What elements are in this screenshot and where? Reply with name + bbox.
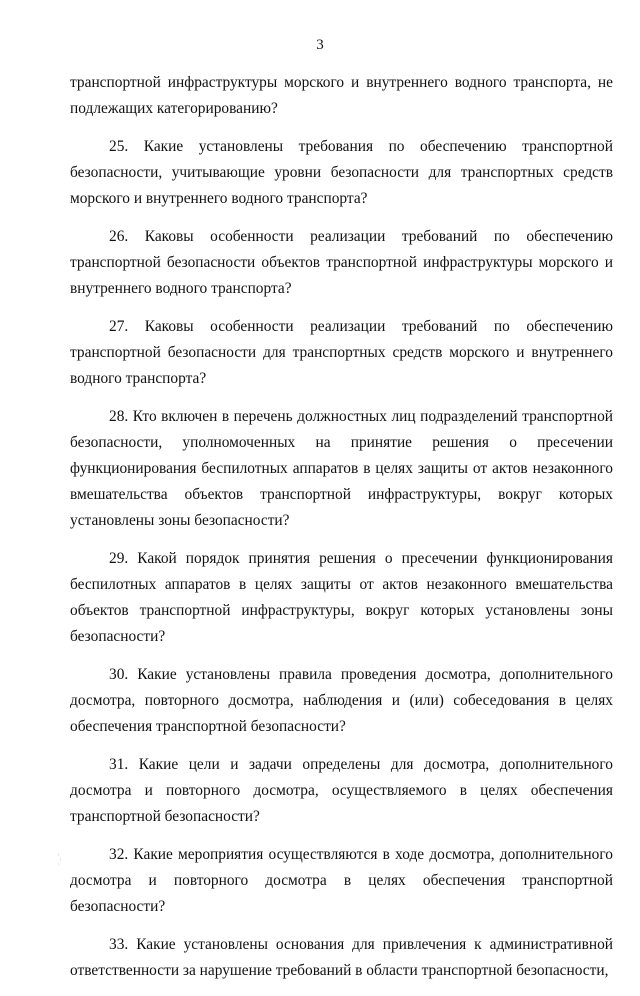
question-32: 32. Какие мероприятия осуществляются в ходе досмотра, дополнительного досмотра и повторного досмотра в целях обеспечения транспортной безопасности? [70,846,613,915]
question-30: 30. Какие установлены правила проведения досмотра, дополнительного досмотра, повторного досмотра, наблюдения и (или) собеседования в целях обеспечения транспортной безопасности? [70,666,613,735]
paragraph-continuation: транспортной инфраструктуры морского и внутреннего водного транспорта, не подлежащих категорированию? [70,74,613,117]
page-number: 3 [316,37,324,53]
question-26: 26. Каковы особенности реализации требований по обеспечению транспортной безопасности объектов транспортной инфраструктуры морского и внутреннего водного транспорта? [70,228,613,297]
scan-speck-decoration [56,852,64,866]
question-28: 28. Кто включен в перечень должностных лиц подразделений транспортной безопасности, уполномоченных на принятие решения о пресечении функционирования беспилотных аппаратов в целях защиты от актов незаконного вмешательства объектов транспортной инфраструктуры, вокруг которых установлены зоны безопасности? [70,408,613,529]
question-31: 31. Какие цели и задачи определены для досмотра, дополнительного досмотра и повторного досмотра, осуществляемого в целях обеспечения транспортной безопасности? [70,756,613,825]
question-33: 33. Какие установлены основания для привлечения к административной ответственности за нарушение требований в области транспортной безопасности, [70,936,613,979]
question-27: 27. Каковы особенности реализации требований по обеспечению транспортной безопасности для транспортных средств морского и внутреннего водного транспорта? [70,318,613,387]
question-25: 25. Какие установлены требования по обеспечению транспортной безопасности, учитывающие уровни безопасности для транспортных средств морского и внутреннего водного транспорта? [70,138,613,207]
document-body [70,70,613,996]
question-29: 29. Какой порядок принятия решения о пресечении функционирования беспилотных аппаратов в целях защиты от актов незаконного вмешательства объектов транспортной инфраструктуры, вокруг которых установлены зоны безопасности? [70,550,613,645]
